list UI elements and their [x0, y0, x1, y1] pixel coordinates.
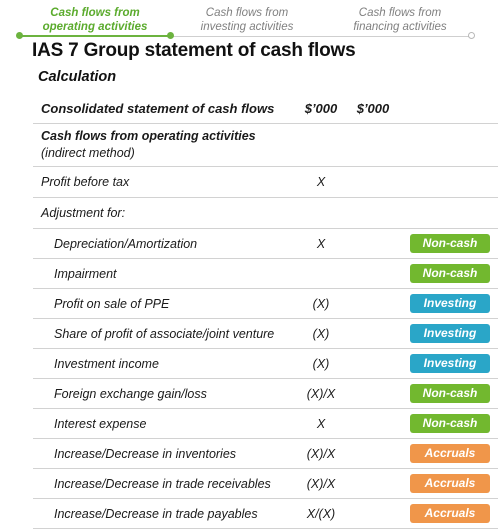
row-value: X	[316, 417, 326, 431]
step-financing-line2: financing activities	[353, 21, 447, 33]
badge-accruals: Accruals	[410, 504, 490, 523]
page-title: IAS 7 Group statement of cash flows	[32, 40, 356, 61]
step-investing[interactable]	[172, 6, 322, 34]
badge-investing: Investing	[410, 324, 490, 343]
section-heading-row	[33, 124, 498, 167]
badge-accruals: Accruals	[410, 444, 490, 463]
row-value: (X)/X	[306, 387, 336, 401]
row-value: (X)/X	[306, 477, 336, 491]
step-operating[interactable]	[20, 6, 170, 34]
step-financing[interactable]	[325, 6, 475, 34]
section-method: (indirect method)	[41, 146, 135, 160]
row-label: Share of profit of associate/joint venture	[54, 327, 275, 341]
row-label: Impairment	[54, 267, 117, 281]
row-value: (X)	[312, 297, 330, 311]
row-label: Investment income	[54, 357, 159, 371]
badge-non-cash: Non-cash	[410, 234, 490, 253]
row-value: (X)	[312, 327, 330, 341]
step-financing-line1: Cash flows from	[358, 7, 442, 19]
step-operating-line1: Cash flows from	[50, 7, 140, 19]
badge-non-cash: Non-cash	[410, 384, 490, 403]
step-dot-start	[16, 32, 23, 39]
table-row	[33, 469, 498, 499]
table-row	[33, 499, 498, 529]
row-label: Profit before tax	[41, 175, 130, 189]
step-line-remaining	[170, 36, 472, 37]
row-label: Increase/Decrease in trade receivables	[54, 477, 271, 491]
row-value: (X)	[312, 357, 330, 371]
row-label: Depreciation/Amortization	[54, 237, 198, 251]
table-header-label: Consolidated statement of cash flows	[41, 101, 275, 116]
table-row	[33, 229, 498, 259]
step-line-completed	[20, 35, 170, 37]
step-dot-current	[167, 32, 174, 39]
step-operating-line2: operating activities	[42, 21, 148, 33]
cash-flow-table	[33, 93, 498, 529]
table-row	[33, 289, 498, 319]
badge-non-cash: Non-cash	[410, 414, 490, 433]
row-label: Increase/Decrease in trade payables	[54, 507, 258, 521]
progress-stepper	[0, 0, 500, 42]
row-value: X	[316, 175, 326, 189]
row-label: Profit on sale of PPE	[54, 297, 170, 311]
row-label: Foreign exchange gain/loss	[54, 387, 207, 401]
badge-investing: Investing	[410, 354, 490, 373]
row-value: X	[316, 237, 326, 251]
section-subtitle: Calculation	[38, 69, 117, 85]
column-header-1: $’000	[304, 101, 338, 116]
badge-non-cash: Non-cash	[410, 264, 490, 283]
row-label: Increase/Decrease in inventories	[54, 447, 237, 461]
column-header-2: $’000	[356, 101, 390, 116]
adjustment-label: Adjustment for:	[41, 206, 126, 220]
table-row	[33, 259, 498, 289]
table-row	[33, 409, 498, 439]
row-value: (X)/X	[306, 447, 336, 461]
badge-accruals: Accruals	[410, 474, 490, 493]
table-row	[33, 439, 498, 469]
section-heading: Cash flows from operating activities	[41, 129, 256, 143]
row-value: X/(X)	[306, 507, 336, 521]
table-row	[33, 319, 498, 349]
row-label: Interest expense	[54, 417, 147, 431]
badge-investing: Investing	[410, 294, 490, 313]
adjustment-heading-row	[33, 198, 498, 229]
profit-before-tax-row	[33, 167, 498, 198]
step-investing-line1: Cash flows from	[205, 7, 289, 19]
table-row	[33, 379, 498, 409]
table-row	[33, 349, 498, 379]
step-investing-line2: investing activities	[200, 21, 294, 33]
step-dot-end	[468, 32, 475, 39]
table-header-row	[33, 93, 498, 124]
